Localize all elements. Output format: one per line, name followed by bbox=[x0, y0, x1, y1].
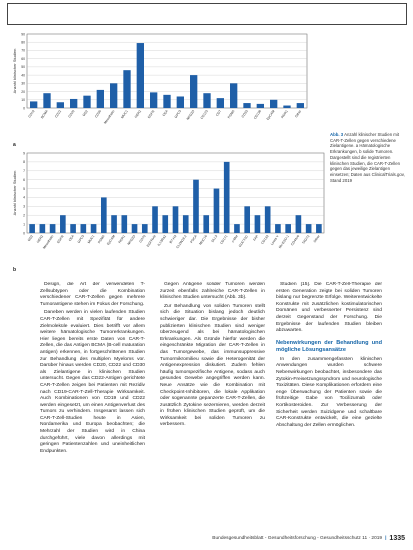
bar bbox=[255, 215, 261, 233]
x-tick-label: PSMA bbox=[226, 109, 236, 120]
x-tick-label: GD2 bbox=[81, 109, 89, 118]
bar bbox=[83, 96, 90, 108]
bar bbox=[217, 98, 224, 108]
y-tick-label: 50 bbox=[21, 65, 25, 70]
figure-caption bbox=[330, 132, 408, 183]
y-tick-label: 8 bbox=[23, 160, 25, 165]
x-tick-label: FAP bbox=[252, 234, 260, 242]
y-tick-label: 0 bbox=[23, 106, 25, 111]
y-tick-label: 90 bbox=[21, 32, 25, 37]
bar bbox=[203, 215, 209, 233]
bar bbox=[306, 224, 312, 233]
caption-label: Abb. 3 bbox=[330, 132, 344, 137]
y-tick-label: 7 bbox=[23, 169, 25, 174]
y-tick-label: 4 bbox=[23, 195, 25, 200]
x-tick-label: Mesothelin bbox=[41, 234, 55, 250]
y-tick-label: 40 bbox=[21, 73, 25, 78]
bar bbox=[121, 215, 127, 233]
x-tick-label: IL13Ra2 bbox=[156, 234, 168, 247]
x-tick-label: DLL3 bbox=[210, 234, 219, 244]
bar bbox=[163, 95, 170, 108]
x-tick-label: CD22 bbox=[54, 109, 63, 119]
y-tick-label: 2 bbox=[23, 213, 25, 218]
y-tick-label: 1 bbox=[23, 222, 25, 227]
x-tick-label: CD138 bbox=[252, 109, 263, 120]
x-tick-label: GPC3 bbox=[76, 234, 86, 244]
y-tick-label: 60 bbox=[21, 56, 25, 61]
bar bbox=[270, 100, 277, 108]
x-tick-label: Other bbox=[294, 109, 303, 119]
x-tick-label: CD19 bbox=[27, 109, 36, 119]
y-axis-label: Anzahl klinischer Studien bbox=[12, 48, 17, 94]
x-tick-label: CLDN18.2 bbox=[175, 234, 188, 250]
bar bbox=[101, 197, 107, 233]
y-tick-label: 9 bbox=[23, 151, 25, 156]
y-tick-label: 6 bbox=[23, 177, 25, 182]
x-tick-label: NKG2D bbox=[126, 234, 137, 246]
x-tick-label: CD123 bbox=[199, 109, 209, 120]
paragraph: In den zusammengefassten klinischen Anwendungen wurden schwere Nebenwirkungen beobachtet, insbesondere das Zytokin-Freisetzungssyndrom und neurologische Toxizitäten. Diese Komplikationen erfordern eine enge Überwachung der Patienten sowie die frühzeitige Gabe von Tocilizumab oder Kortikosteroiden. Zur Verbesserung der Sicherheit werden Suizidgene und schaltbare CAR-Konstrukte entwickelt, die eine gezielte Abschaltung der Zellen ermöglichen. bbox=[276, 356, 382, 428]
x-tick-label: EGFR bbox=[146, 109, 156, 120]
text-column-3 bbox=[276, 282, 382, 532]
bar bbox=[283, 106, 290, 108]
x-tick-label: EpCAM bbox=[265, 109, 276, 121]
bar bbox=[150, 92, 157, 108]
x-tick-label: CD44v6 bbox=[290, 234, 301, 247]
panel-label: b bbox=[13, 267, 17, 273]
bar bbox=[30, 101, 37, 108]
bar bbox=[243, 103, 250, 108]
bar bbox=[162, 215, 168, 233]
x-tick-label: HER2 bbox=[35, 234, 45, 244]
x-tick-label: B7-H3 bbox=[168, 234, 178, 245]
paragraph: Daneben werden in vielen laufenden Studien CAR-T-Zellen mit Spezifität für andere Zielmoleküle evaluiert. Dies betrifft vor allem weitere hämatologische Tumorerkrankungen. Hier liegen bereits erste Daten von CAR-T-Zellen, die das Antigen BCMA (B-cell maturation antigen) erkennen, in fortgeschrittenen Studien zur Behandlung des multiplen Myeloms vor. Darüber hinaus werden CD20, CD22 und CD30 als Zielantigene in klinischen Studien untersucht. Gegen das CD22-Antigen gerichtete CAR-T-Zellen zeigen bei Patienten mit Rezidiv nach CD19-CAR-T-Zell-Therapie Wirksamkeit. Auch Kombinationen von CD19 und CD22 werden eingesetzt, um einen Antigenverlust des Tumors zu verhindern. Insgesamt lassen sich CAR-T-Zell-Studien heute in Asien, Nordamerika und Europa beobachten; die Mehrzahl der Studien wird in China durchgeführt, viele davon allerdings mit geringen Patientenzahlen und uneinheitlichen Endpunkten. bbox=[40, 310, 145, 454]
x-tick-label: CD133 bbox=[260, 234, 270, 245]
bar bbox=[177, 96, 184, 108]
x-tick-label: MUC1 bbox=[86, 234, 96, 245]
section-heading: Nebenwirkungen der Behandlung und mögliche Lösungsansätze bbox=[276, 339, 382, 353]
y-tick-label: 80 bbox=[21, 40, 25, 45]
y-tick-label: 20 bbox=[21, 89, 25, 94]
x-tick-label: MUC1 bbox=[120, 109, 129, 120]
footer-separator: | bbox=[385, 536, 387, 541]
y-tick-label: 3 bbox=[23, 204, 25, 209]
x-tick-label: CD33 bbox=[240, 109, 249, 119]
x-tick-label: EGFRvIII bbox=[145, 234, 157, 248]
x-tick-label: TAG72 bbox=[301, 234, 311, 245]
panel-label: a bbox=[13, 142, 16, 148]
x-tick-label: CD30 bbox=[94, 109, 103, 119]
bar bbox=[70, 224, 76, 233]
bar bbox=[203, 93, 210, 108]
bar bbox=[97, 90, 104, 108]
x-tick-label: CD20 bbox=[67, 109, 76, 119]
x-tick-label: Other bbox=[312, 234, 321, 244]
bar bbox=[275, 224, 281, 233]
bar bbox=[297, 103, 304, 108]
page-number: 1335 bbox=[389, 535, 405, 542]
bar bbox=[142, 224, 148, 233]
x-tick-label: BCMA bbox=[40, 109, 49, 120]
bar bbox=[81, 224, 87, 233]
paragraph: Design, die Art der verwendeten T-Zellsubtypen oder die Kombination verschiedener CAR-T-Zellen gegen mehrere Tumorantigene stehen im Fokus der Forschung. bbox=[40, 282, 145, 307]
page-footer bbox=[150, 535, 405, 542]
x-tick-label: EpCAM bbox=[106, 234, 116, 246]
x-tick-label: Mesothelin bbox=[103, 109, 116, 125]
x-tick-label: ROR1 bbox=[280, 109, 289, 120]
bar bbox=[123, 70, 130, 108]
bar bbox=[183, 215, 189, 233]
x-tick-label: MUC16 bbox=[198, 234, 209, 246]
caption-text: Anzahl klinischer Studien mit CAR-T-Zellen gegen verschiedene Zielantigene. a Hämatologische Erkrankungen, b solide Tumoren. Dargestellt sind die registrierten klinischen Studien, die CAR-T-Zellen gegen das jeweilige Zielantigen einsetzen; Daten aus ClinicalTrials.gov, Stand 2019 bbox=[330, 132, 405, 183]
y-tick-label: 5 bbox=[23, 186, 25, 191]
bar bbox=[285, 224, 291, 233]
bar bbox=[137, 43, 144, 108]
x-tick-label: CEA bbox=[67, 234, 75, 243]
bar bbox=[316, 224, 322, 233]
bar bbox=[257, 104, 264, 108]
x-tick-label: PSMA bbox=[96, 234, 106, 245]
x-tick-label: CD171 bbox=[219, 234, 229, 245]
y-tick-label: 10 bbox=[21, 98, 25, 103]
x-tick-label: CEA bbox=[161, 109, 169, 118]
y-tick-label: 30 bbox=[21, 81, 25, 86]
bar bbox=[234, 224, 240, 233]
x-tick-label: Lewis Y bbox=[269, 234, 280, 246]
bar bbox=[296, 215, 302, 233]
bar bbox=[224, 162, 230, 233]
bar bbox=[29, 224, 35, 233]
x-tick-label: PSCA bbox=[189, 234, 198, 244]
bar bbox=[57, 102, 64, 108]
bar bbox=[230, 83, 237, 108]
bar bbox=[60, 215, 66, 233]
y-tick-label: 0 bbox=[23, 231, 25, 236]
text-column-1 bbox=[40, 282, 145, 532]
bar bbox=[214, 189, 220, 233]
x-tick-label: HER2 bbox=[133, 109, 143, 119]
bar bbox=[190, 75, 197, 108]
paragraph: Studien [15]. Die CAR-T-Zell-Therapie der ersten Generation zeigte bei soliden Tumoren bislang nur begrenzte Erfolge. Weiterentwickelte Konstrukte mit zusätzlichen kostimulatorischen Domänen und verbesserter Persistenz sind derzeit Gegenstand der Forschung. Die Ergebnisse der laufenden Studien bleiben abzuwarten. bbox=[276, 282, 382, 334]
y-tick-label: 70 bbox=[21, 48, 25, 53]
bar bbox=[173, 206, 179, 233]
x-tick-label: NY-ESO-1 bbox=[277, 234, 290, 250]
x-tick-label: GD2 bbox=[26, 234, 34, 243]
journal-name: Bundesgesundheitsblatt - Gesundheitsforschung - Gesundheitsschutz 11 · 2019 bbox=[212, 536, 383, 541]
bar bbox=[152, 206, 158, 233]
paragraph: Gegen Antigene solider Tumoren werden zurzeit ebenfalls zahlreiche CAR-T-Zellen in klinischen Studien untersucht (Abb. 3b). bbox=[160, 282, 265, 301]
bar bbox=[132, 224, 138, 233]
x-tick-label: CD70 bbox=[138, 234, 147, 244]
bar bbox=[110, 83, 117, 108]
bar bbox=[70, 99, 77, 108]
text-column-2 bbox=[160, 282, 265, 532]
header-bar bbox=[7, 3, 407, 25]
x-tick-label: EGFR bbox=[56, 234, 65, 245]
x-tick-label: c-Met bbox=[230, 234, 239, 244]
x-tick-label: CD7 bbox=[215, 109, 223, 117]
x-tick-label: GUCY2C bbox=[237, 234, 250, 248]
bar bbox=[50, 224, 56, 233]
x-tick-label: GPC3 bbox=[173, 109, 183, 119]
bar bbox=[265, 206, 271, 233]
x-tick-label: NKG2D bbox=[185, 109, 196, 121]
bar bbox=[193, 180, 199, 233]
bar bbox=[43, 93, 50, 108]
bar bbox=[40, 224, 46, 233]
bar bbox=[111, 215, 117, 233]
y-axis-label: Anzahl klinischer Studien bbox=[12, 170, 17, 216]
x-tick-label: ROR1 bbox=[117, 234, 127, 245]
bar bbox=[244, 206, 250, 233]
paragraph: Zur Behandlung von soliden Tumoren stellt sich die Situation bislang jedoch deutlich schwieriger dar. Die Ergebnisse der bisher publizierten klinischen Studien sind weniger überzeugend als bei hämatologischen Erkrankungen. Als Gründe hierfür werden die eingeschränkte Migration der CAR-T-Zellen in das Tumorgewebe, das immunsuppressive Tumormikromilieu sowie die Heterogenität der Antigenexpression diskutiert. Zudem fehlen häufig tumorspezifische Antigene, sodass auch gesundes Gewebe angegriffen werden kann. Neue Ansätze wie die Kombination mit Checkpoint-Inhibitoren, die lokale Applikation oder sogenannte gepanzerte CAR-T-Zellen, die zusätzlich Zytokine sezernieren, werden derzeit in frühen klinischen Studien geprüft, um die Wirksamkeit bei soliden Tumoren zu verbessern. bbox=[160, 303, 265, 428]
bar bbox=[91, 224, 97, 233]
